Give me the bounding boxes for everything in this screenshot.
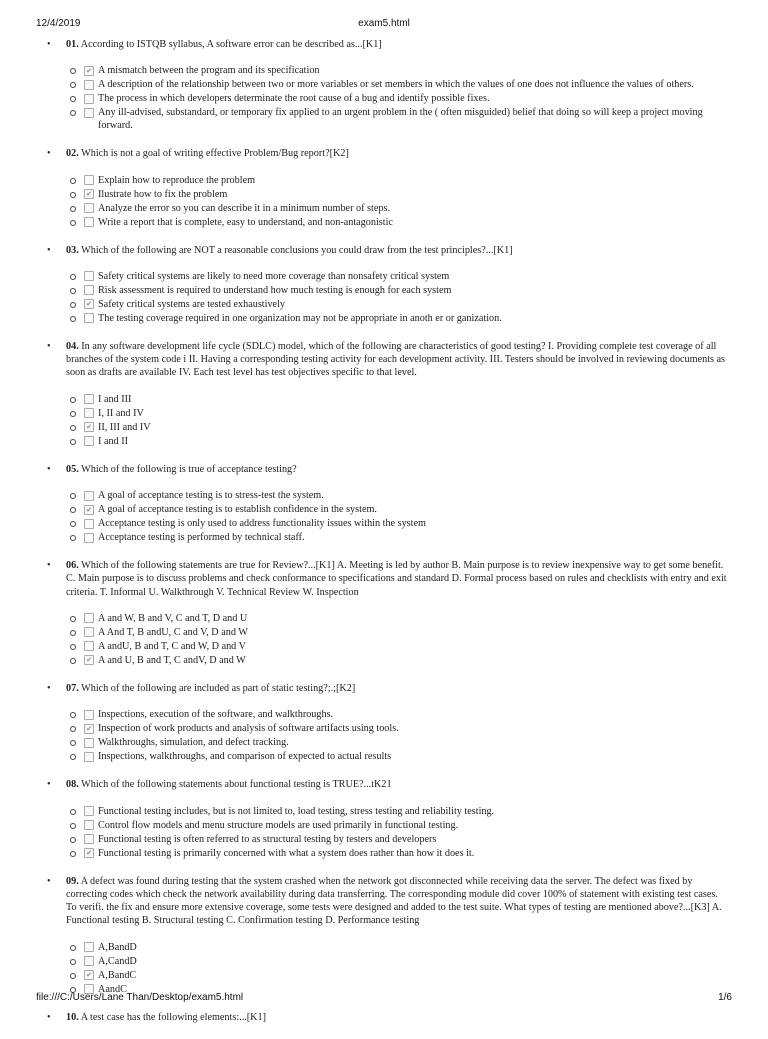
answer-checkbox[interactable] — [84, 299, 94, 309]
answer-checkbox[interactable] — [84, 942, 94, 952]
answer-text: I and II — [98, 435, 128, 447]
answer-text: Functional testing includes, but is not limited to, load testing, stress testing and reliability testing. — [98, 805, 495, 817]
circle-bullet-icon — [70, 192, 76, 198]
question-text — [66, 340, 728, 380]
answer-option — [66, 393, 728, 406]
answer-option — [66, 503, 728, 516]
answer-options — [66, 174, 728, 229]
print-footer — [0, 992, 768, 1008]
question-text — [66, 1011, 728, 1024]
bullet-icon: • — [47, 340, 51, 352]
answer-checkbox[interactable] — [84, 710, 94, 720]
circle-bullet-icon — [70, 823, 76, 829]
answer-option — [66, 106, 728, 132]
checkmark-icon: ✔ — [86, 423, 92, 432]
question-body: Which of the following are included as part of static testing?;.;[K2] — [81, 682, 356, 694]
answer-checkbox[interactable] — [84, 655, 94, 665]
circle-bullet-icon — [70, 397, 76, 403]
answer-options — [66, 708, 728, 763]
answer-text: Functional testing is primarily concerned with what a system does rather than how it does it. — [98, 847, 475, 859]
answer-text: Analyze the error so you can describe it in a minimum number of steps. — [98, 202, 390, 214]
answer-text: Acceptance testing is only used to address functionality issues within the system — [98, 518, 426, 530]
answer-options — [66, 270, 728, 325]
circle-bullet-icon — [70, 507, 76, 513]
answer-option — [66, 722, 728, 735]
answer-option — [66, 489, 728, 502]
answer-text: Risk assessment is required to understand how much testing is enough for each system — [98, 284, 452, 296]
circle-bullet-icon — [70, 809, 76, 815]
answer-checkbox[interactable] — [84, 738, 94, 748]
checkmark-icon: ✔ — [86, 66, 92, 75]
answer-option — [66, 284, 728, 297]
answer-checkbox[interactable] — [84, 313, 94, 323]
question-number: 09. — [66, 875, 79, 887]
answer-option — [66, 517, 728, 530]
answer-checkbox[interactable] — [84, 394, 94, 404]
question-number: 01. — [66, 39, 79, 50]
answer-checkbox[interactable] — [84, 956, 94, 966]
question-item — [38, 147, 728, 228]
circle-bullet-icon — [70, 110, 76, 116]
answer-option — [66, 435, 728, 448]
answer-checkbox[interactable] — [84, 80, 94, 90]
question-number: 04. — [66, 340, 79, 352]
answer-text: A,BandD — [98, 941, 137, 953]
answer-text: The testing coverage required in one organization may not be appropriate in anoth er or ganization. — [98, 312, 502, 324]
question-item — [38, 463, 728, 544]
answer-text: A And T, B andU, C and V, D and W — [98, 626, 248, 638]
answer-text: The process in which developers determinate the root cause of a bug and identify possible fixes. — [98, 93, 490, 105]
checkmark-icon: ✔ — [86, 300, 92, 309]
answer-option — [66, 654, 728, 667]
answer-option — [66, 805, 728, 818]
question-item — [38, 38, 728, 132]
answer-option — [66, 626, 728, 639]
question-body: According to ISTQB syllabus, A software error can be described as...[K1] — [80, 39, 382, 50]
answer-checkbox[interactable] — [84, 834, 94, 844]
answer-text: A,BandC — [98, 969, 137, 981]
circle-bullet-icon — [70, 630, 76, 636]
page-number: 1/6 — [718, 992, 732, 1003]
answer-text: A and W, B and V, C and T, D and U — [98, 612, 248, 624]
answer-checkbox[interactable] — [84, 806, 94, 816]
question-item — [38, 559, 728, 667]
circle-bullet-icon — [70, 425, 76, 431]
circle-bullet-icon — [70, 302, 76, 308]
checkmark-icon: ✔ — [86, 505, 92, 514]
answer-checkbox[interactable] — [84, 724, 94, 734]
answer-option — [66, 270, 728, 283]
answer-checkbox[interactable] — [84, 271, 94, 281]
circle-bullet-icon — [70, 959, 76, 965]
answer-options — [66, 612, 728, 667]
question-body: Which of the following are NOT a reasonable conclusions you could draw from the test principles?...[K1] — [81, 244, 513, 256]
answer-option — [66, 640, 728, 653]
question-item — [38, 1011, 728, 1024]
answer-text: Any ill-advised, substandard, or temporary fix applied to an urgent problem in the ( often misguided) belief that doing so will keep a project moving forward. — [98, 107, 703, 132]
answer-option — [66, 750, 728, 763]
bullet-icon: • — [47, 560, 51, 572]
question-body: Which is not a goal of writing effective Problem/Bug report?[K2] — [81, 148, 349, 160]
circle-bullet-icon — [70, 973, 76, 979]
question-list — [38, 38, 728, 1039]
circle-bullet-icon — [70, 96, 76, 102]
answer-text: Acceptance testing is performed by technical staff. — [98, 532, 305, 544]
question-text — [66, 778, 728, 791]
question-item — [38, 340, 728, 448]
answer-text: A,CandD — [98, 955, 137, 967]
answer-text: Safety critical systems are likely to need more coverage than nonsafety critical system — [98, 270, 450, 282]
answer-text: Safety critical systems are tested exhaustively — [98, 298, 285, 310]
answer-text: A mismatch between the program and its specification — [98, 65, 320, 77]
answer-text: Write a report that is complete, easy to understand, and non-antagonistic — [98, 216, 393, 228]
answer-checkbox[interactable] — [84, 436, 94, 446]
answer-checkbox[interactable] — [84, 820, 94, 830]
answer-option — [66, 819, 728, 832]
answer-checkbox[interactable] — [84, 519, 94, 529]
answer-checkbox[interactable] — [84, 752, 94, 762]
answer-option — [66, 955, 728, 968]
answer-text: Functional testing is often referred to as structural testing by testers and developers — [98, 833, 437, 845]
answer-text: Inspection of work products and analysis of software artifacts using tools. — [98, 723, 399, 735]
question-text — [66, 559, 728, 599]
question-number: 08. — [66, 779, 79, 791]
answer-text: II, III and IV — [98, 421, 151, 433]
question-number: 07. — [66, 682, 79, 694]
answer-checkbox[interactable] — [84, 641, 94, 651]
answer-text: Inspections, execution of the software, and walkthroughs. — [98, 709, 334, 721]
answer-options — [66, 489, 728, 544]
answer-option — [66, 407, 728, 420]
answer-option — [66, 421, 728, 434]
question-body: A test case has the following elements:...[K1] — [80, 1011, 267, 1023]
bullet-icon: • — [47, 875, 51, 887]
answer-option — [66, 708, 728, 721]
answer-option — [66, 969, 728, 982]
answer-option — [66, 78, 728, 91]
answer-checkbox[interactable] — [84, 505, 94, 515]
bullet-icon: • — [47, 463, 51, 475]
question-body: In any software development life cycle (SDLC) model, which of the following are characteristics of good testing? I. Providing complete test coverage of all branches of the system code i II. Having a corresponding testing activity for each development activity. III. Testers should be involved in reviewing documents as soon as drafts are available IV. Each test level has test objectives specific to that level. — [66, 340, 726, 379]
checkmark-icon: ✔ — [86, 724, 92, 733]
file-path: file:///C:/Users/Lane Than/Desktop/exam5.html — [36, 992, 244, 1003]
answer-options — [66, 393, 728, 448]
answer-text: Explain how to reproduce the problem — [98, 174, 256, 186]
circle-bullet-icon — [70, 82, 76, 88]
print-header — [0, 18, 768, 34]
answer-checkbox[interactable] — [84, 613, 94, 623]
question-body: Which of the following is true of acceptance testing? — [81, 463, 297, 475]
checkmark-icon: ✔ — [86, 656, 92, 665]
answer-text: I, II and IV — [98, 407, 144, 419]
circle-bullet-icon — [70, 68, 76, 74]
question-text — [66, 682, 728, 695]
answer-checkbox[interactable] — [84, 108, 94, 118]
answer-checkbox[interactable] — [84, 491, 94, 501]
answer-checkbox[interactable] — [84, 533, 94, 543]
circle-bullet-icon — [70, 274, 76, 280]
circle-bullet-icon — [70, 616, 76, 622]
answer-checkbox[interactable] — [84, 408, 94, 418]
answer-option — [66, 174, 728, 187]
answer-text: Walkthroughs, simulation, and defect tracking. — [98, 737, 289, 749]
answer-checkbox[interactable] — [84, 627, 94, 637]
answer-option — [66, 64, 728, 77]
answer-option — [66, 188, 728, 201]
answer-option — [66, 216, 728, 229]
bullet-icon: • — [47, 1011, 51, 1023]
answer-option — [66, 298, 728, 311]
circle-bullet-icon — [70, 493, 76, 499]
bullet-icon: • — [47, 39, 51, 50]
answer-option — [66, 92, 728, 105]
answer-checkbox[interactable] — [84, 285, 94, 295]
circle-bullet-icon — [70, 726, 76, 732]
circle-bullet-icon — [70, 837, 76, 843]
answer-option — [66, 531, 728, 544]
question-text — [66, 38, 728, 51]
question-body: A defect was found during testing that the system crashed when the network got disconnected while receiving data the server. The defect was fixed by correcting codes which check the network availability during data transferring. The corresponding module did cover 100% of statement with existing test cases. To verifi. the fix and ensure more extensive coverage, some tests were designed and added to the test suite. What types of testing are mentioned above?...[K3] A. Functional testing B. Structural testing C. Confirmation testing D. Performance testing — [66, 875, 722, 927]
answer-text: A goal of acceptance testing is to establish confidence in the system. — [98, 504, 377, 516]
answer-checkbox[interactable] — [84, 66, 94, 76]
bullet-icon: • — [47, 148, 51, 160]
circle-bullet-icon — [70, 206, 76, 212]
answer-checkbox[interactable] — [84, 848, 94, 858]
question-number: 10. — [66, 1011, 79, 1023]
answer-checkbox[interactable] — [84, 175, 94, 185]
answer-text: I and III — [98, 393, 132, 405]
answer-checkbox[interactable] — [84, 970, 94, 980]
answer-text: A description of the relationship between two or more variables or set members in which the values of one does not influence the values of others. — [98, 79, 694, 91]
question-item — [38, 682, 728, 763]
answer-option — [66, 847, 728, 860]
answer-option — [66, 202, 728, 215]
answer-checkbox[interactable] — [84, 203, 94, 213]
answer-text: A goal of acceptance testing is to stress-test the system. — [98, 490, 324, 502]
question-number: 02. — [66, 148, 79, 160]
circle-bullet-icon — [70, 316, 76, 322]
question-body: Which of the following statements about functional testing is TRUE?...tK21 — [81, 779, 392, 791]
answer-text: A and U, B and T, C andV, D and W — [98, 654, 246, 666]
answer-checkbox[interactable] — [84, 94, 94, 104]
answer-option — [66, 941, 728, 954]
circle-bullet-icon — [70, 521, 76, 527]
question-text — [66, 244, 728, 257]
circle-bullet-icon — [70, 178, 76, 184]
question-item — [38, 875, 728, 996]
question-text — [66, 875, 728, 928]
bullet-icon: • — [47, 779, 51, 791]
circle-bullet-icon — [70, 411, 76, 417]
document-title: exam5.html — [358, 18, 410, 29]
answer-option — [66, 833, 728, 846]
answer-text: A andU, B and T, C and W, D and V — [98, 640, 246, 652]
answer-text: Control flow models and menu structure models are used primarily in functional testing. — [98, 819, 459, 831]
circle-bullet-icon — [70, 535, 76, 541]
question-item — [38, 778, 728, 859]
answer-options — [66, 805, 728, 860]
question-body: Which of the following statements are true for Review?...[K1] A. Meeting is led by author B. Main purpose is to review inexpensive way to get some benefit. C. Main purpose is to discuss problems and check conformance to specifications and standard D. Formal process based on rules and checklists with entry and exit criteria. T. Informal U. Walkthrough V. Technical Review W. Inspection — [66, 560, 727, 598]
circle-bullet-icon — [70, 712, 76, 718]
answer-option — [66, 612, 728, 625]
circle-bullet-icon — [70, 658, 76, 664]
circle-bullet-icon — [70, 644, 76, 650]
question-number: 03. — [66, 244, 79, 256]
answer-options — [66, 941, 728, 996]
answer-text: AandC — [98, 983, 127, 995]
question-number: 05. — [66, 463, 79, 475]
circle-bullet-icon — [70, 288, 76, 294]
question-number: 06. — [66, 560, 79, 572]
circle-bullet-icon — [70, 754, 76, 760]
answer-text: Inspections, walkthroughs, and comparison of expected to actual results — [98, 751, 392, 763]
checkmark-icon: ✔ — [86, 849, 92, 858]
answer-checkbox[interactable] — [84, 189, 94, 199]
answer-text: Ilustrate how to fix the problem — [98, 188, 228, 200]
answer-option — [66, 736, 728, 749]
checkmark-icon: ✔ — [86, 971, 92, 980]
bullet-icon: • — [47, 682, 51, 694]
print-date: 12/4/2019 — [36, 18, 81, 29]
question-text — [66, 147, 728, 160]
answer-option — [66, 312, 728, 325]
answer-options — [66, 64, 728, 132]
answer-checkbox[interactable] — [84, 422, 94, 432]
checkmark-icon: ✔ — [86, 190, 92, 199]
circle-bullet-icon — [70, 740, 76, 746]
bullet-icon: • — [47, 244, 51, 256]
question-item — [38, 244, 728, 325]
circle-bullet-icon — [70, 220, 76, 226]
question-text — [66, 463, 728, 476]
answer-checkbox[interactable] — [84, 217, 94, 227]
circle-bullet-icon — [70, 851, 76, 857]
circle-bullet-icon — [70, 439, 76, 445]
circle-bullet-icon — [70, 945, 76, 951]
